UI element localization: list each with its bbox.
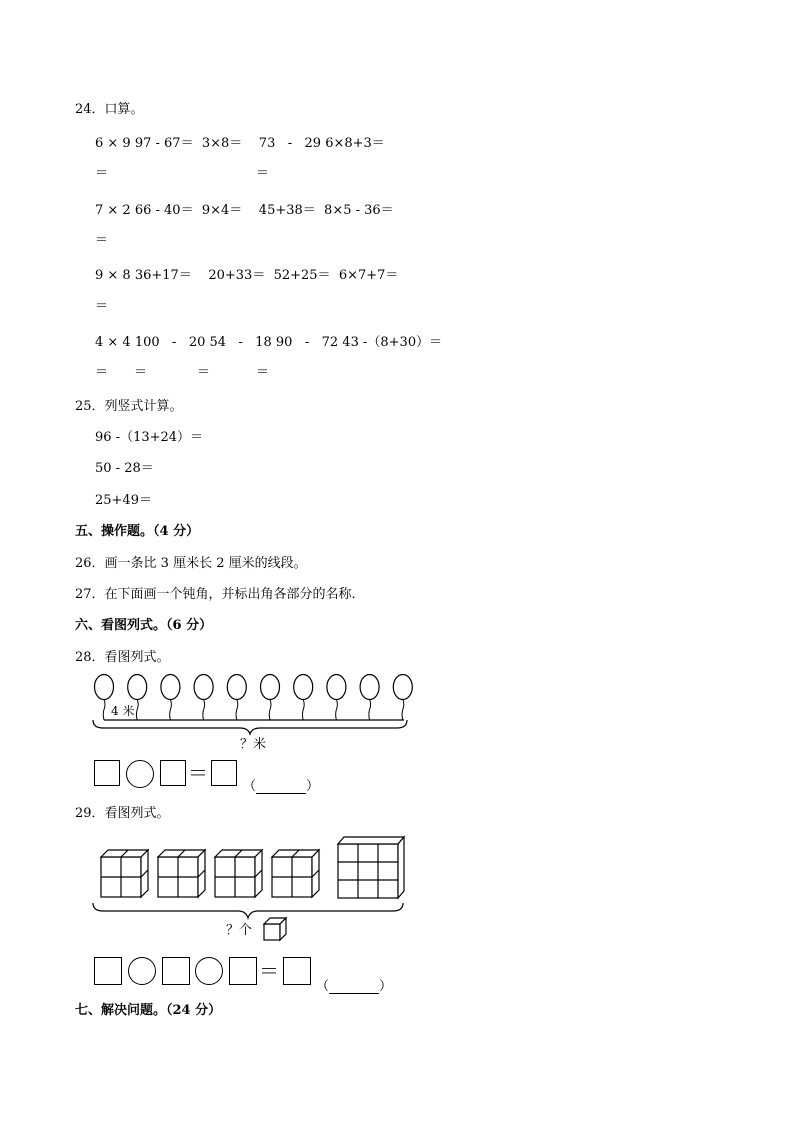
q25-title: 25．列竖式计算。 [75,399,183,414]
q24-title: 24．口算。 [75,102,144,117]
q24-row-1-eq-2: ＝ [256,166,270,181]
section-6-heading: 六、看图列式。（6 分） [75,618,213,633]
q28-total-label: ？米 [240,737,267,752]
q29-answer-box-4[interactable] [283,957,311,985]
q29-operator-circle-1[interactable] [128,957,156,985]
q29-equals-sign: ＝ [259,959,279,983]
q24-row-4: 4 × 4 100 - 20 54 - 18 90 - 72 43 -（8+30）＝ [95,335,443,350]
q25-item-3: 25+49＝ [95,493,152,508]
cubes-group [101,850,319,897]
q29-unit-paren[interactable]: （ ） [316,979,393,994]
q25-item-2: 50 - 28＝ [95,461,154,476]
q24-row-2: 7 × 2 66 - 40＝ 9×4＝ 45+38＝ 8×5 - 36＝ [95,203,394,218]
q24-row-4-eq-2: ＝ [134,365,148,380]
q29-answer-box-3[interactable] [229,957,257,985]
q29-operator-circle-2[interactable] [195,957,223,985]
unit-cube-icon [264,918,286,940]
q24-row-2-eq-1: ＝ [95,233,109,248]
section-5-heading: 五、操作题。（4 分） [75,524,200,539]
q24-row-3: 9 × 8 36+17＝ 20+33＝ 52+25＝ 6×7+7＝ [95,268,399,283]
q29-title: 29．看图列式。 [75,806,170,821]
q24-row-1: 6 × 9 97 - 67＝ 3×8＝ 73 - 29 6×8+3＝ [95,136,385,151]
small-cube [101,850,148,897]
q24-row-1-eq-1: ＝ [95,166,109,181]
q24-row-3-eq-1: ＝ [95,299,109,314]
q24-row-4-eq-4: ＝ [256,365,270,380]
q29-total-brace [93,903,403,918]
q24-row-4-eq-3: ＝ [197,365,211,380]
q27-text: 27．在下面画一个钝角，并标出角各部分的名称． [75,587,365,602]
q28-title: 28．看图列式。 [75,650,170,665]
q29-total-label: ？个 [226,923,253,938]
section-7-heading: 七、解决问题。（24 分） [75,1003,222,1018]
q25-item-1: 96 -（13+24）＝ [95,430,204,445]
small-cube [158,850,205,897]
q24-row-4-eq-1: ＝ [95,365,109,380]
small-cube [272,850,319,897]
large-cube [338,837,404,898]
small-cube [215,850,262,897]
q29-answer-box-1[interactable] [94,957,122,985]
q26-text: 26．画一条比 3 厘米长 2 厘米的线段。 [75,556,307,571]
q29-answer-box-2[interactable] [162,957,190,985]
q29-unit-blank[interactable] [329,981,379,994]
q28-equals-sign: ＝ [188,761,208,785]
q28-unit-paren[interactable]: （ ） [243,779,320,794]
q28-segment-label: 4 米 [111,704,135,718]
